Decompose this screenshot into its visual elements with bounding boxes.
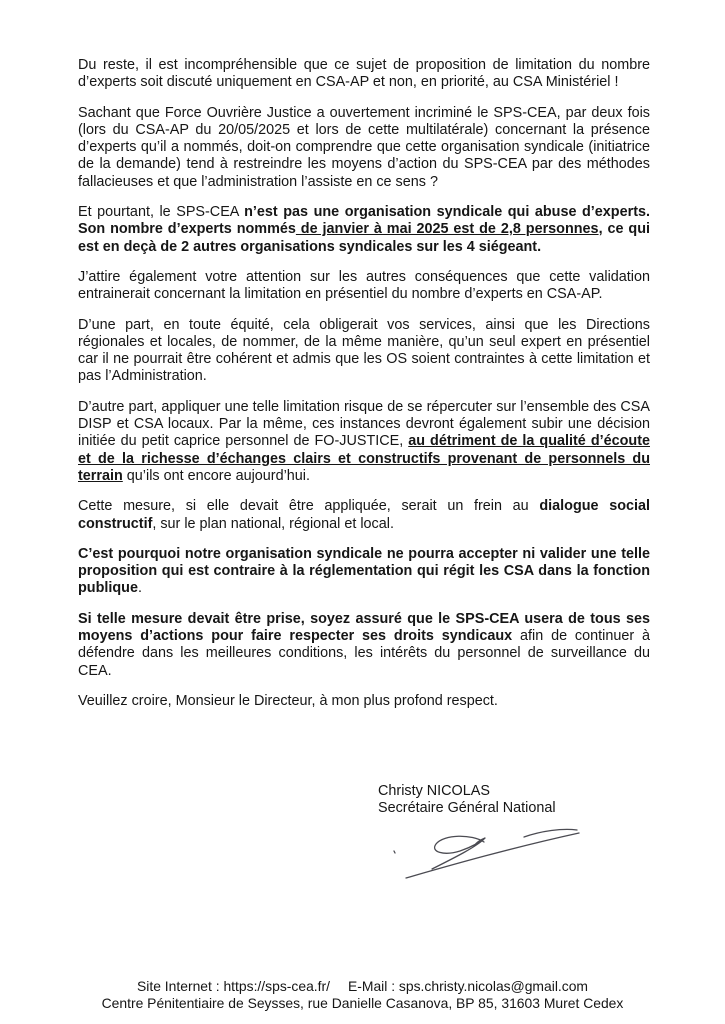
footer-contact-line <box>0 978 725 995</box>
text-run-bold: Si telle mesure devait être prise, soyez assuré que le SPS-CEA usera de tous ses moyens d’actions pour faire respecter ses droits syndicaux <box>78 610 650 645</box>
text-run: Sachant que Force Ouvrière Justice a ouvertement incriminé le SPS-CEA, par deux fois (lors du CSA-AP du 20/05/2025 et lors de cette multilatérale) concernant la présence d’experts qu’il a nommés, doit-on comprendre que cette organisation syndicale (initiatrice de la demande) tend à restreindre les moyens d’action du SPS-CEA par des méthodes fallacieuses et que l’administration l’assiste en ce sens ? <box>78 104 650 190</box>
signature-block <box>378 783 556 818</box>
paragraph-si-telle-mesure <box>78 611 650 680</box>
text-run: Veuillez croire, Monsieur le Directeur, à mon plus profond respect. <box>78 692 498 709</box>
signatory-name: Christy NICOLAS <box>378 783 490 799</box>
paragraph-et-pourtant <box>78 204 650 256</box>
footer-address: Centre Pénitentiaire de Seysses, rue Danielle Casanova, BP 85, 31603 Muret Cedex <box>101 995 624 1012</box>
letter-body <box>78 57 650 723</box>
paragraph-dune-part <box>78 317 650 386</box>
text-run-bold-underline: au détriment de la qualité d’écoute et de la richesse d’échanges clairs et constructifs provenant de personnels du terrain <box>78 433 650 484</box>
paragraph-cest-pourquoi <box>78 546 650 598</box>
text-run: afin de continuer à défendre dans les meilleures conditions, les intérêts du personnel de surveillance du CEA. <box>78 628 650 679</box>
text-run: J’attire également votre attention sur les autres conséquences que cette validation entrainerait concernant la limitation en présentiel du nombre d’experts en CSA-AP. <box>78 268 650 303</box>
paragraph-veuillez-croire <box>78 693 650 710</box>
text-run: Du reste, il est incompréhensible que ce sujet de proposition de limitation du nombre d’experts soit discuté uniquement en CSA-AP et non, en priorité, au CSA Ministériel ! <box>78 57 650 91</box>
text-run-bold: dialogue social constructif <box>78 498 650 532</box>
signature-icon <box>386 820 598 892</box>
paragraph-sachant <box>78 105 650 191</box>
text-run-bold: , ce qui est en deçà de 2 autres organisations syndicales sur les 4 siégeant. <box>78 221 650 255</box>
text-run-bold: C’est pourquoi notre organisation syndicale ne pourra accepter ni valider une telle proposition qui est contraire à la réglementation qui régit les CSA dans la fonction publique <box>78 545 650 597</box>
text-run-bold-underline: de janvier à mai 2025 est de 2,8 personnes <box>295 221 599 238</box>
text-run: Et pourtant, le SPS-CEA <box>78 204 245 221</box>
text-run: Cette mesure, si elle devait être appliquée, serait un frein au <box>78 498 540 515</box>
signatory-title: Secrétaire Général National <box>378 800 556 817</box>
text-run: qu’ils ont encore aujourd’hui. <box>122 467 310 484</box>
text-run-bold: n’est pas une organisation syndicale qui abuse d’experts. Son nombre d’experts nommés <box>78 204 650 238</box>
text-run: , sur le plan national, régional et local. <box>152 515 394 532</box>
text-run: . <box>137 580 142 597</box>
paragraph-jattire <box>78 269 650 304</box>
text-run: D’une part, en toute équité, cela obligerait vos services, ainsi que les Directions régionales et locales, de nommer, de la même manière, qu’un seul expert en présentiel car il ne pourrait être cohérent et admis que les OS soient contraintes à cette limitation et pas l’Administration. <box>78 316 650 385</box>
paragraph-cette-mesure <box>78 498 650 533</box>
footer-website: Site Internet : https://sps-cea.fr/ <box>136 978 330 994</box>
paragraph-du-reste <box>78 57 650 92</box>
footer-email: E-Mail : sps.christy.nicolas@gmail.com <box>348 978 589 994</box>
handwritten-signature <box>386 820 598 892</box>
text-run: D’autre part, appliquer une telle limitation risque de se répercuter sur l’ensemble des CSA DISP et CSA locaux. Par la même, ces instances devront également subir une décision initiée du petit caprice personnel de FO-JUSTICE, <box>78 398 650 450</box>
page-footer <box>0 978 725 1013</box>
paragraph-dautre-part <box>78 399 650 485</box>
